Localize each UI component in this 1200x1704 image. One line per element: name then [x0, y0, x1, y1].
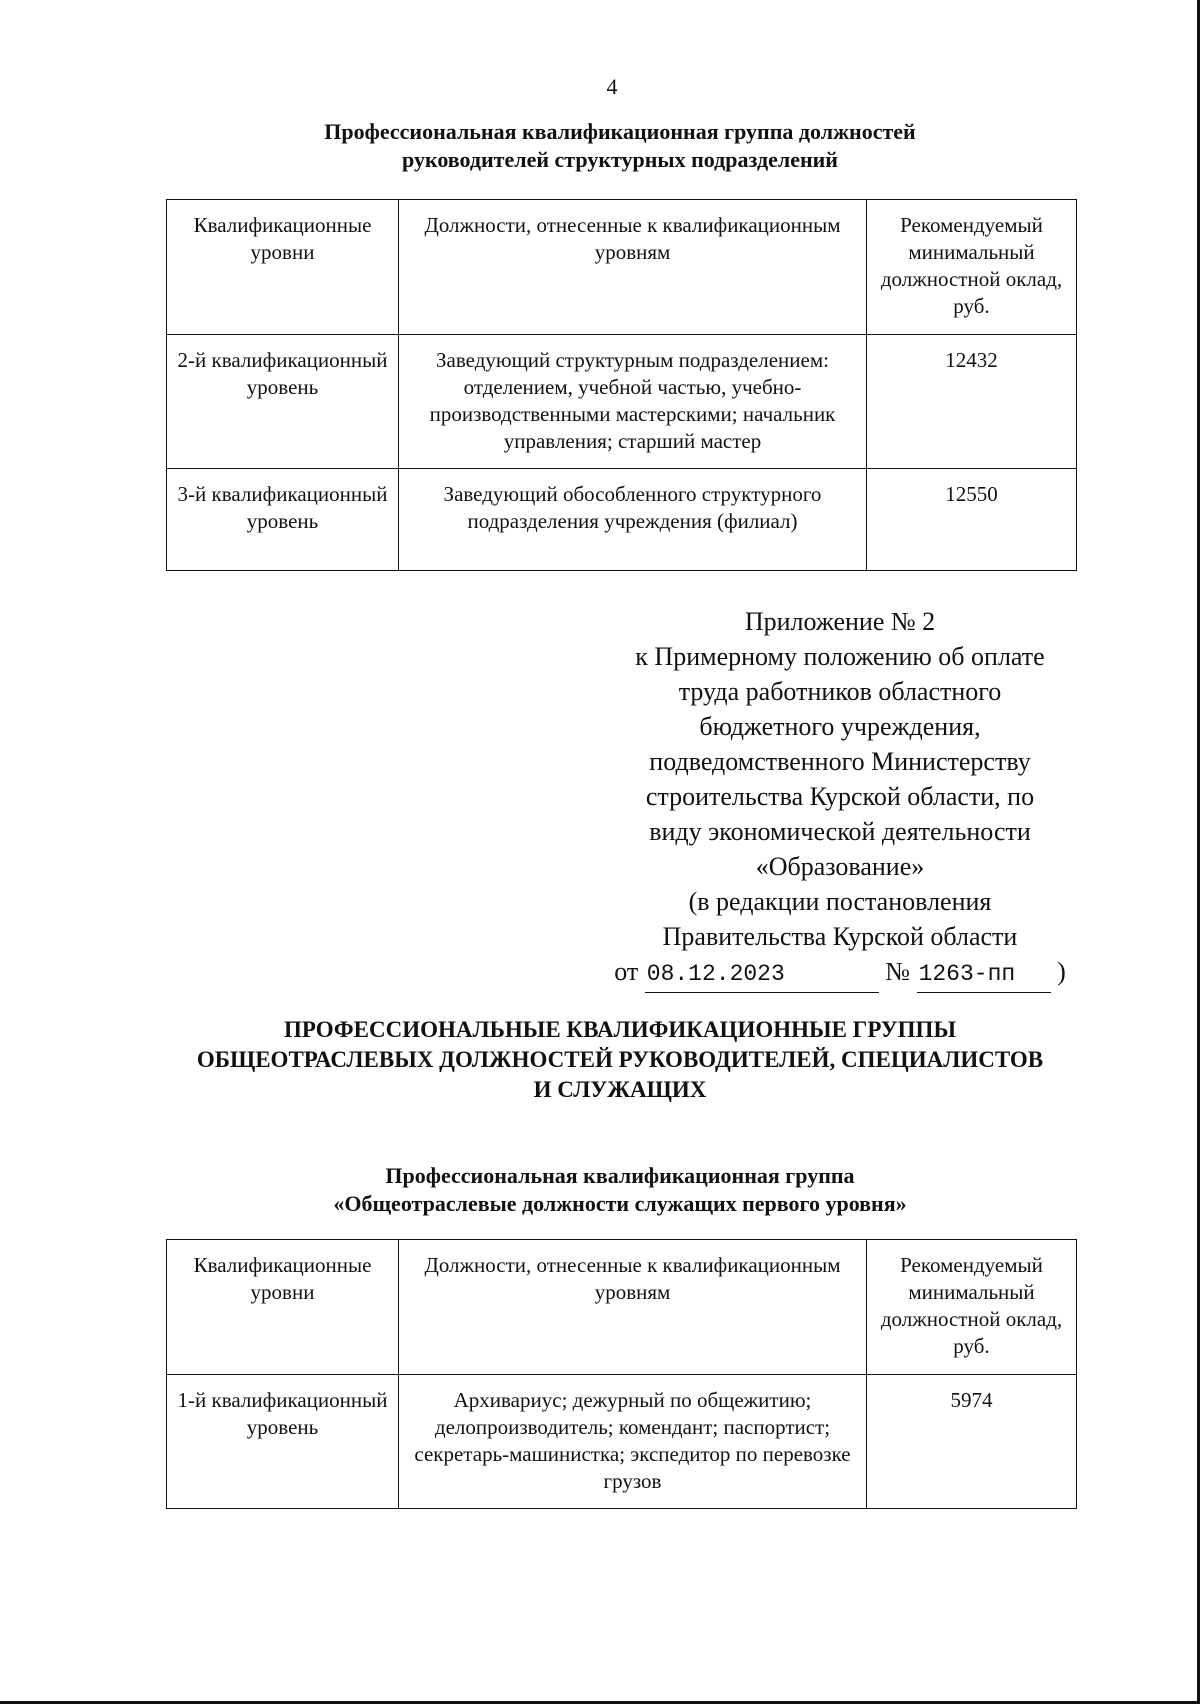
header-level: Квалификационные уровни	[167, 1240, 399, 1375]
main-title-line2: ОБЩЕОТРАСЛЕВЫХ ДОЛЖНОСТЕЙ РУКОВОДИТЕЛЕЙ, СПЕЦИАЛИСТОВ	[196, 1047, 1044, 1072]
section1-table	[166, 199, 1077, 571]
appendix-line: бюджетного учреждения,	[699, 712, 981, 741]
section1-title-line2: руководителей структурных подразделений	[402, 147, 838, 172]
row-level: 3-й квалификационный уровень	[167, 469, 399, 571]
appendix-line: «Образование»	[755, 852, 925, 881]
row-level: 1-й квалификационный уровень	[167, 1375, 399, 1509]
resolution-reference	[600, 954, 1080, 993]
section2-table	[166, 1239, 1077, 1509]
main-title-line3: И СЛУЖАЩИХ	[533, 1077, 707, 1102]
header-positions: Должности, отнесенные к квалификационным уровням	[399, 1240, 867, 1375]
appendix-line: к Примерному положению об оплате	[635, 642, 1045, 671]
table-row	[167, 469, 1077, 571]
appendix-line: Приложение № 2	[744, 607, 936, 636]
main-title	[166, 1015, 1074, 1105]
row-salary: 5974	[867, 1375, 1077, 1509]
header-level: Квалификационные уровни	[167, 200, 399, 335]
row-positions: Заведующий обособленного структурного подразделения учреждения (филиал)	[399, 469, 867, 571]
appendix-line: труда работников областного	[678, 677, 1002, 706]
appendix-line: (в редакции постановления	[688, 887, 992, 916]
table-header-row	[167, 1240, 1077, 1375]
section2-title-line1: Профессиональная квалификационная группа	[385, 1163, 855, 1188]
header-salary: Рекомендуемый минимальный должностной оклад, руб.	[867, 200, 1077, 335]
resolution-date: 08.12.2023	[645, 957, 879, 993]
row-salary: 12432	[867, 335, 1077, 469]
section2-title	[166, 1162, 1074, 1218]
row-salary: 12550	[867, 469, 1077, 571]
header-positions: Должности, отнесенные к квалификационным уровням	[399, 200, 867, 335]
section1-title	[166, 118, 1074, 174]
row-positions: Заведующий структурным подразделением: отделением, учебной частью, учебно-производственными мастерскими; начальник управления; старший мастер	[399, 335, 867, 469]
table-row	[167, 335, 1077, 469]
appendix-block	[600, 604, 1080, 993]
closing-paren: )	[1057, 957, 1066, 986]
section2-title-line2: «Общеотраслевые должности служащих первого уровня»	[333, 1191, 907, 1216]
row-positions: Архивариус; дежурный по общежитию; делопроизводитель; комендант; паспортист; секретарь-машинистка; экспедитор по перевозке грузов	[399, 1375, 867, 1509]
appendix-line: виду экономической деятельности	[649, 817, 1031, 846]
resolution-number: 1263-пп	[917, 957, 1051, 993]
header-salary: Рекомендуемый минимальный должностной оклад, руб.	[867, 1240, 1077, 1375]
table-row	[167, 1375, 1077, 1509]
appendix-line: подведомственного Министерству	[649, 747, 1031, 776]
main-title-line1: ПРОФЕССИОНАЛЬНЫЕ КВАЛИФИКАЦИОННЫЕ ГРУППЫ	[283, 1017, 957, 1042]
row-level: 2-й квалификационный уровень	[167, 335, 399, 469]
from-label: от	[614, 957, 639, 986]
number-label: №	[885, 957, 911, 986]
appendix-line: Правительства Курской области	[662, 922, 1018, 951]
appendix-line: строительства Курской области, по	[645, 782, 1035, 811]
section1-title-line1: Профессиональная квалификационная группа должностей	[324, 119, 916, 144]
table-header-row	[167, 200, 1077, 335]
page-number: 4	[606, 74, 618, 99]
